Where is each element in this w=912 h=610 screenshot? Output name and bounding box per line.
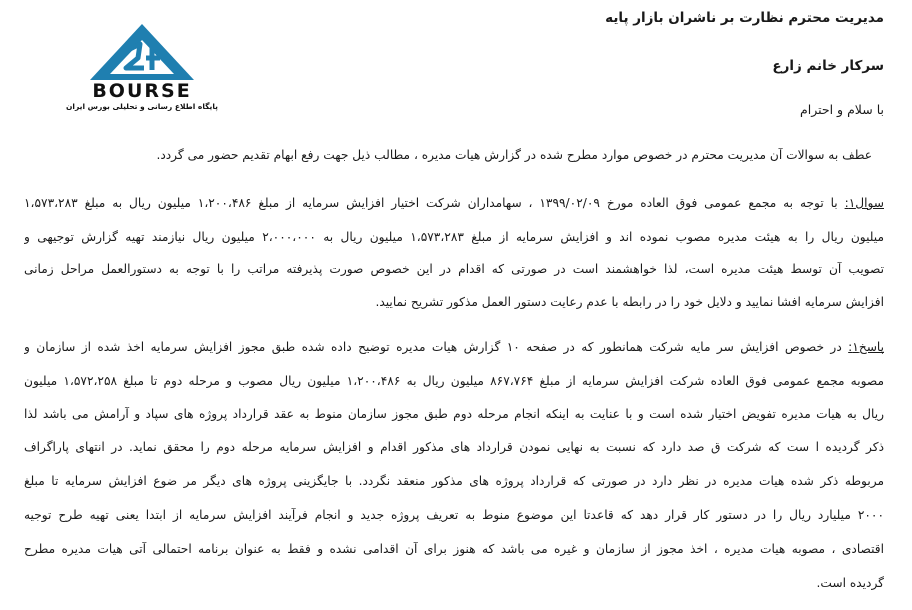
recipient-name: سرکار خانم زارع xyxy=(772,58,884,74)
answer-line-2: مصوبه مجمع عمومی فوق العاده شرکت افزایش سرمایه از مبلغ ۸۶۷،۷۶۴ میلیون ریال به ۱،۲۰۰،۴۸۶ میلیون ریال مصوب و مرحله دوم تا مبلغ ۱،۵۷۲،۲۵۸ میلیون xyxy=(24,374,884,388)
answer-label: پاسخ۱: xyxy=(848,340,884,354)
question-line-1: سوال۱: با توجه به مجمع عمومی فوق العاده مورخ ۱۳۹۹/۰۲/۰۹ ، سهامداران شرکت اختیار افزایش سرمایه از مبلغ ۱،۲۰۰،۴۸۶ میلیون ریال به مبلغ ۱،۵۷۳،۲۸۳ xyxy=(24,196,884,210)
logo-subtitle: پایگاه اطلاع رسانی و تحلیلی بورس ایران xyxy=(66,102,218,111)
question-line-2: میلیون ریال را به هیئت مدیره مصوب نموده اند و افزایش سرمایه از مبلغ ۱،۵۷۳،۲۸۳ میلیون ریال به ۲،۰۰۰،۰۰۰ میلیون ریال نیازمند تهیه گزارش توجیهی و xyxy=(24,230,884,244)
answer-line-6: ۲۰۰۰ میلیارد ریال را در دستور کار قرار دهد که قاعدتا این موضوع منوط به تعریف پروژه جدید و انجام فرآیند افزایش سرمایه از ابتدا یعنی تهیه طرح توجیه xyxy=(24,508,884,522)
bourse-logo xyxy=(62,22,222,112)
answer-line-7: اقتصادی ، مصوبه هیات مدیره ، اخذ مجوز از سازمان و غیره می باشد که هنوز برای آن اقدامی نشده و فقط به عنوان برنامه احتمالی آتی هیات مدیره مطرح xyxy=(24,542,884,556)
answer-line-5: مربوطه ذکر شده هیات مدیره در نظر دارد در صورتی که قرارداد پروژه های مذکور منعقد نگردد. با جایگزینی پروژه های دیگر مر ضوع افزایش سرمایه تا مبلغ xyxy=(24,474,884,488)
logo-word: BOURSE xyxy=(92,80,192,102)
answer-line-3: ریال به هیات مدیره تفویض اختیار شده است و با عنایت به اینکه انجام مرحله دوم طبق مجوز سازمان منوط به عقد قرارداد پروژه های سپاد و آرامش می باشد لذا xyxy=(24,407,884,421)
logo-triangle-icon xyxy=(62,22,222,84)
question-line-4: افزایش سرمایه افشا نمایید و دلایل خود را در رابطه با عدم رعایت دستور العمل مذکور تشریح نمایید. xyxy=(375,295,884,309)
question-label: سوال۱: xyxy=(844,196,884,210)
recipient-title: مدیریت محترم نظارت بر ناشران بازار پایه xyxy=(605,10,884,26)
answer-line-1: پاسخ۱: در خصوص افزایش سر مایه شرکت همانطور که در صفحه ۱۰ گزارش هیات مدیره توضیح داده شده طبق مجوز افزایش سرمایه اخذ شده از سازمان و xyxy=(24,340,884,354)
intro-paragraph: عطف به سوالات آن مدیریت محترم در خصوص موارد مطرح شده در گزارش هیات مدیره ، مطالب ذیل جهت رفع ابهام تقدیم حضور می گردد. xyxy=(156,148,872,162)
answer-line-8: گردیده است. xyxy=(816,576,884,590)
greeting: با سلام و احترام xyxy=(800,102,884,117)
answer-line-4: ذکر گردیده ا ست که شرکت ق صد دارد که نسبت به نهایی نمودن قرارداد های مذکور اقدام و افزایش سرمایه مرحله دوم را محقق نماید. در انتهای پاراگراف xyxy=(24,440,884,454)
question-line-3: تصویب آن توسط هیئت مدیره است، لذا خواهشمند است در صورتی که اقدام در این خصوص صورت پذیرفته مراتب را با توجه به دستورالعمل مراحل زمانی xyxy=(24,262,884,276)
